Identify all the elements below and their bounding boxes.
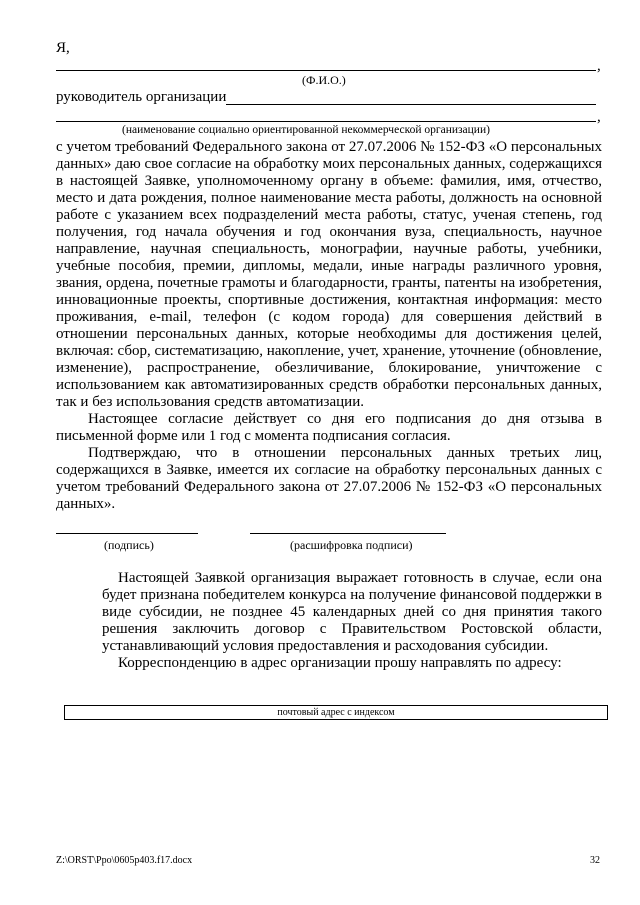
correspondence-paragraph: Корреспонденцию в адрес организации прошу направлять по адресу: [118, 655, 562, 671]
consent-paragraph: с учетом требований Федерального закона от 27.07.2006 № 152-ФЗ «О персональных данных» даю свое согласие на обработку моих персональных данных, содержащихся в настоящей Заявке, уполномоченному органу в объеме: фамилия, имя, отчество, место и дата рождения, полное наименование места работы, должность на основной работе с указанием всех подразделений места работы, статус, ученая степень, год получения, год начала обучения и год окончания вуза, специальность, научное направление, научная специальность, монографии, научные работы, учебники, учебные пособия, премии, дипломы, медали, иные награды различного уровня, звания, ордена, почетные грамоты и благодарности, гранты, патенты на изобретения, инновационные проекты, спортивные достижения, контактная информация: место проживания, e-mail, телефон (с кодом города) для совершения действий в отношении персональных данных, которые необходимы для достижения целей, включая: сбор, систематизацию, накопление, учет, хранение, уточнение (обновление, изменение), распространение, обезличивание, блокирование, уничтожение с использованием как автоматизированных средств обработки персональных данных, так и без использования средств автоматизации. [56, 139, 602, 410]
head-line [226, 104, 596, 105]
address-box [64, 705, 608, 720]
consent-body [56, 139, 602, 513]
comma-1: , [597, 58, 601, 74]
address-caption: почтовый адрес с индексом [277, 707, 395, 718]
fio-caption: (Ф.И.О.) [302, 73, 346, 87]
readiness-paragraph: Настоящей Заявкой организация выражает готовность в случае, если она будет признана победителем конкурса на получение финансовой поддержки в виде субсидии, не позднее 45 календарных дней со дня принятия такого решения заключить договор с Правительством Ростовской области, устанавливающий условия предоставления и расходования субсидии. [102, 570, 602, 654]
third-party-paragraph: Подтверждаю, что в отношении персональных данных третьих лиц, содержащихся в Заявке, имеется их согласие на обработку персональных данных с учетом требований Федерального закона от 27.07.2006 № 152-ФЗ «О персональных данных». [56, 445, 602, 512]
signature-line [56, 533, 198, 534]
ya-label: Я, [56, 40, 70, 56]
decode-caption: (расшифровка подписи) [290, 538, 413, 552]
footer-file-path: Z:\ORST\Ppo\0605p403.f17.docx [56, 855, 193, 866]
org-line [56, 121, 596, 122]
comma-2: , [597, 109, 601, 125]
declaration-body [102, 570, 602, 672]
head-label: руководитель организации [56, 89, 227, 105]
org-caption: (наименование социально ориентированной некоммерческой организации) [122, 124, 490, 136]
signature-caption: (подпись) [104, 538, 154, 552]
page-number: 32 [590, 855, 600, 866]
fio-line [56, 70, 596, 71]
decode-line [250, 533, 446, 534]
validity-paragraph: Настоящее согласие действует со дня его подписания до дня отзыва в письменной форме или 1 год с момента подписания согласия. [56, 411, 602, 444]
